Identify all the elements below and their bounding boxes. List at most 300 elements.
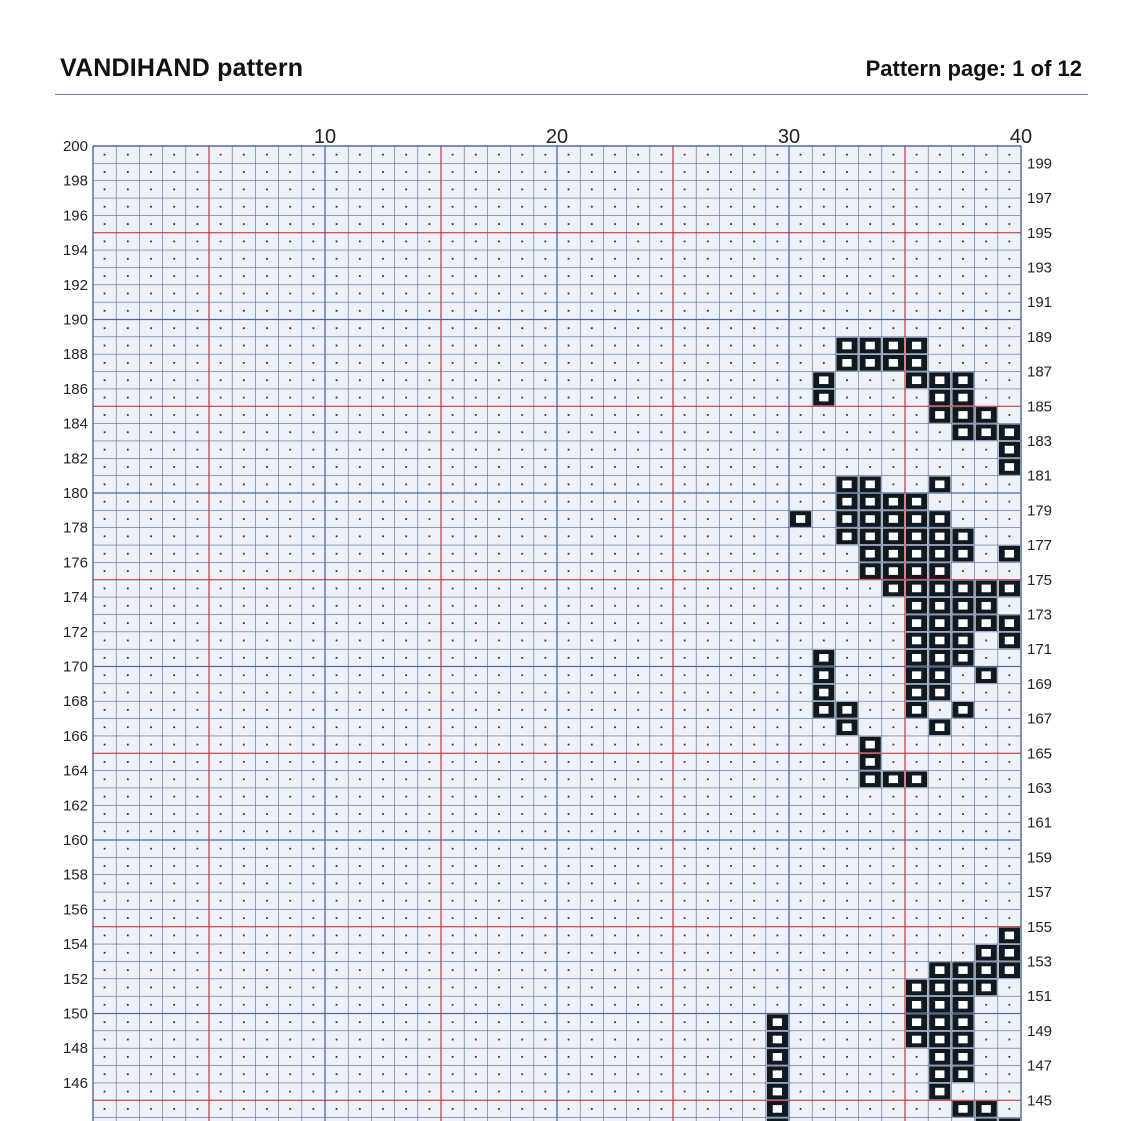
stitch-center [935, 550, 944, 558]
cell-dot [985, 449, 987, 451]
cell-dot [545, 449, 547, 451]
cell-dot [730, 397, 732, 399]
cell-dot [266, 709, 268, 711]
cell-dot [429, 483, 431, 485]
cell-dot [429, 882, 431, 884]
cell-dot [498, 674, 500, 676]
cell-dot [661, 848, 663, 850]
cell-dot [684, 206, 686, 208]
cell-dot [104, 1004, 106, 1006]
cell-dot [753, 154, 755, 156]
cell-dot [289, 241, 291, 243]
row-label-right: 183 [1027, 432, 1053, 450]
cell-dot [266, 761, 268, 763]
cell-dot [173, 692, 175, 694]
cell-dot [1009, 362, 1011, 364]
cell-dot [568, 293, 570, 295]
cell-dot [336, 900, 338, 902]
stitch-center [1005, 463, 1014, 471]
cell-dot [707, 154, 709, 156]
cell-dot [753, 310, 755, 312]
stitch-center [889, 533, 898, 541]
stitch-center [912, 515, 921, 523]
cell-dot [568, 709, 570, 711]
cell-dot [545, 154, 547, 156]
cell-dot [568, 1021, 570, 1023]
cell-dot [266, 640, 268, 642]
cell-dot [197, 917, 199, 919]
cell-dot [173, 588, 175, 590]
cell-dot [568, 535, 570, 537]
stitch-center [1005, 446, 1014, 454]
cell-dot [800, 1091, 802, 1093]
cell-dot [591, 188, 593, 190]
stitch-mark [860, 529, 881, 545]
cell-dot [568, 414, 570, 416]
cell-dot [661, 952, 663, 954]
cell-dot [893, 223, 895, 225]
cell-dot [684, 570, 686, 572]
cell-dot [359, 1004, 361, 1006]
cell-dot [916, 900, 918, 902]
cell-dot [382, 483, 384, 485]
cell-dot [614, 171, 616, 173]
cell-dot [266, 223, 268, 225]
cell-dot [498, 483, 500, 485]
stitch-mark [883, 546, 904, 562]
cell-dot [521, 449, 523, 451]
cell-dot [637, 345, 639, 347]
cell-dot [637, 223, 639, 225]
cell-dot [568, 935, 570, 937]
cell-dot [962, 223, 964, 225]
cell-dot [429, 917, 431, 919]
cell-dot [591, 241, 593, 243]
cell-dot [823, 223, 825, 225]
cell-dot [661, 570, 663, 572]
cell-dot [243, 345, 245, 347]
stitch-mark [929, 650, 950, 666]
cell-dot [475, 987, 477, 989]
cell-dot [753, 830, 755, 832]
cell-dot [730, 1021, 732, 1023]
cell-dot [382, 1108, 384, 1110]
cell-dot [985, 917, 987, 919]
cell-dot [707, 1039, 709, 1041]
cell-dot [962, 345, 964, 347]
stitch-mark [929, 633, 950, 649]
cell-dot [684, 293, 686, 295]
cell-dot [985, 709, 987, 711]
cell-dot [313, 1073, 315, 1075]
cell-dot [127, 1021, 129, 1023]
cell-dot [869, 813, 871, 815]
cell-dot [846, 744, 848, 746]
cell-dot [753, 987, 755, 989]
stitch-center [935, 966, 944, 974]
cell-dot [127, 605, 129, 607]
cell-dot [313, 1056, 315, 1058]
cell-dot [730, 709, 732, 711]
cell-dot [568, 1056, 570, 1058]
cell-dot [800, 761, 802, 763]
cell-dot [173, 1073, 175, 1075]
cell-dot [545, 570, 547, 572]
cell-dot [313, 813, 315, 815]
cell-dot [637, 917, 639, 919]
stitch-mark [952, 1032, 973, 1048]
cell-dot [823, 414, 825, 416]
cell-dot [777, 622, 779, 624]
stitch-mark [883, 494, 904, 510]
row-label-left: 178 [62, 519, 88, 537]
cell-dot [707, 483, 709, 485]
cell-dot [405, 1056, 407, 1058]
cell-dot [475, 692, 477, 694]
cell-dot [405, 778, 407, 780]
cell-dot [800, 206, 802, 208]
cell-dot [661, 969, 663, 971]
cell-dot [614, 362, 616, 364]
cell-dot [289, 1004, 291, 1006]
cell-dot [382, 1039, 384, 1041]
cell-dot [405, 397, 407, 399]
cell-dot [800, 865, 802, 867]
cell-dot [498, 622, 500, 624]
cell-dot [730, 223, 732, 225]
cell-dot [753, 969, 755, 971]
cell-dot [197, 206, 199, 208]
cell-dot [730, 466, 732, 468]
cell-dot [429, 796, 431, 798]
cell-dot [336, 761, 338, 763]
cell-dot [452, 709, 454, 711]
cell-dot [243, 848, 245, 850]
cell-dot [382, 241, 384, 243]
cell-dot [846, 952, 848, 954]
cell-dot [869, 206, 871, 208]
cell-dot [1009, 726, 1011, 728]
cell-dot [429, 692, 431, 694]
cell-dot [753, 1091, 755, 1093]
cell-dot [173, 327, 175, 329]
cell-dot [336, 397, 338, 399]
cell-dot [614, 431, 616, 433]
cell-dot [591, 969, 593, 971]
cell-dot [382, 640, 384, 642]
cell-dot [800, 917, 802, 919]
cell-dot [521, 345, 523, 347]
cell-dot [730, 362, 732, 364]
cell-dot [475, 761, 477, 763]
cell-dot [313, 830, 315, 832]
cell-dot [614, 397, 616, 399]
stitch-center [982, 411, 991, 419]
cell-dot [127, 900, 129, 902]
cell-dot [777, 848, 779, 850]
cell-dot [637, 275, 639, 277]
cell-dot [243, 171, 245, 173]
cell-dot [197, 813, 199, 815]
stitch-center [935, 481, 944, 489]
stitch-mark [836, 494, 857, 510]
cell-dot [753, 935, 755, 937]
cell-dot [266, 414, 268, 416]
cell-dot [545, 553, 547, 555]
cell-dot [150, 796, 152, 798]
cell-dot [266, 778, 268, 780]
cell-dot [127, 345, 129, 347]
cell-dot [939, 171, 941, 173]
cell-dot [243, 397, 245, 399]
cell-dot [777, 674, 779, 676]
stitch-center [1005, 428, 1014, 436]
cell-dot [985, 1039, 987, 1041]
cell-dot [498, 640, 500, 642]
cell-dot [661, 206, 663, 208]
cell-dot [661, 865, 663, 867]
cell-dot [614, 327, 616, 329]
cell-dot [289, 1039, 291, 1041]
cell-dot [336, 830, 338, 832]
cell-dot [359, 397, 361, 399]
cell-dot [359, 848, 361, 850]
cell-dot [336, 1039, 338, 1041]
cell-dot [289, 796, 291, 798]
cell-dot [429, 518, 431, 520]
row-label-right: 193 [1027, 259, 1053, 277]
cell-dot [893, 310, 895, 312]
cell-dot [336, 379, 338, 381]
cell-dot [498, 830, 500, 832]
cell-dot [127, 275, 129, 277]
cell-dot [243, 796, 245, 798]
cell-dot [823, 293, 825, 295]
cell-dot [869, 431, 871, 433]
cell-dot [104, 223, 106, 225]
cell-dot [382, 969, 384, 971]
cell-dot [869, 622, 871, 624]
cell-dot [568, 466, 570, 468]
cell-dot [498, 293, 500, 295]
cell-dot [985, 657, 987, 659]
cell-dot [962, 241, 964, 243]
cell-dot [800, 1056, 802, 1058]
cell-dot [985, 865, 987, 867]
cell-dot [800, 640, 802, 642]
cell-dot [289, 692, 291, 694]
cell-dot [869, 969, 871, 971]
cell-dot [289, 848, 291, 850]
stitch-center [935, 723, 944, 731]
cell-dot [614, 882, 616, 884]
cell-dot [893, 761, 895, 763]
cell-dot [405, 952, 407, 954]
cell-dot [289, 397, 291, 399]
cell-dot [614, 553, 616, 555]
cell-dot [800, 1108, 802, 1110]
cell-dot [730, 535, 732, 537]
cell-dot [289, 761, 291, 763]
cell-dot [197, 241, 199, 243]
cell-dot [197, 848, 199, 850]
cell-dot [220, 657, 222, 659]
cell-dot [127, 553, 129, 555]
cell-dot [846, 206, 848, 208]
row-label-right: 157 [1027, 884, 1053, 902]
stitch-center [773, 1018, 782, 1026]
stitch-mark [906, 1014, 927, 1030]
cell-dot [846, 1056, 848, 1058]
cell-dot [846, 1021, 848, 1023]
cell-dot [266, 1108, 268, 1110]
cell-dot [637, 483, 639, 485]
stitch-mark [999, 442, 1020, 458]
cell-dot [684, 466, 686, 468]
cell-dot [753, 223, 755, 225]
cell-dot [730, 969, 732, 971]
cell-dot [521, 414, 523, 416]
cell-dot [104, 431, 106, 433]
cell-dot [243, 882, 245, 884]
cell-dot [962, 310, 964, 312]
cell-dot [197, 709, 199, 711]
cell-dot [707, 726, 709, 728]
cell-dot [684, 362, 686, 364]
cell-dot [916, 726, 918, 728]
row-label-left: 194 [62, 242, 88, 260]
stitch-center [889, 498, 898, 506]
stitch-center [912, 1018, 921, 1026]
stitch-center [935, 1053, 944, 1061]
cell-dot [893, 969, 895, 971]
cell-dot [150, 171, 152, 173]
cell-dot [661, 726, 663, 728]
cell-dot [823, 1056, 825, 1058]
cell-dot [730, 1108, 732, 1110]
cell-dot [823, 761, 825, 763]
cell-dot [150, 483, 152, 485]
cell-dot [916, 206, 918, 208]
cell-dot [452, 414, 454, 416]
cell-dot [800, 171, 802, 173]
cell-dot [939, 865, 941, 867]
cell-dot [637, 449, 639, 451]
cell-dot [498, 241, 500, 243]
cell-dot [104, 553, 106, 555]
cell-dot [313, 622, 315, 624]
cell-dot [289, 293, 291, 295]
cell-dot [893, 796, 895, 798]
cell-dot [405, 935, 407, 937]
cell-dot [498, 761, 500, 763]
cell-dot [429, 345, 431, 347]
cell-dot [730, 570, 732, 572]
cell-dot [893, 952, 895, 954]
cell-dot [916, 188, 918, 190]
row-label-left: 158 [62, 866, 88, 884]
cell-dot [684, 223, 686, 225]
stitch-center [935, 619, 944, 627]
cell-dot [591, 848, 593, 850]
cell-dot [197, 258, 199, 260]
cell-dot [127, 588, 129, 590]
cell-dot [150, 778, 152, 780]
cell-dot [452, 674, 454, 676]
cell-dot [823, 466, 825, 468]
cell-dot [382, 275, 384, 277]
cell-dot [707, 188, 709, 190]
cell-dot [475, 188, 477, 190]
stitch-center [958, 1018, 967, 1026]
stitch-center [912, 775, 921, 783]
stitch-center [912, 567, 921, 575]
cell-dot [730, 882, 732, 884]
cell-dot [498, 501, 500, 503]
row-label-left: 146 [62, 1074, 88, 1092]
cell-dot [684, 1073, 686, 1075]
cell-dot [289, 310, 291, 312]
cell-dot [452, 830, 454, 832]
cell-dot [359, 657, 361, 659]
cell-dot [336, 345, 338, 347]
cell-dot [846, 223, 848, 225]
cell-dot [197, 1056, 199, 1058]
cell-dot [220, 1073, 222, 1075]
cell-dot [359, 865, 361, 867]
cell-dot [475, 327, 477, 329]
cell-dot [429, 414, 431, 416]
cell-dot [916, 483, 918, 485]
stitch-center [819, 654, 828, 662]
cell-dot [173, 379, 175, 381]
cell-dot [313, 657, 315, 659]
cell-dot [1009, 241, 1011, 243]
cell-dot [893, 813, 895, 815]
cell-dot [893, 466, 895, 468]
cell-dot [313, 640, 315, 642]
stitch-mark [976, 1101, 997, 1117]
cell-dot [916, 813, 918, 815]
cell-dot [777, 171, 779, 173]
stitch-center [912, 602, 921, 610]
cell-dot [104, 1056, 106, 1058]
cell-dot [173, 449, 175, 451]
cell-dot [684, 414, 686, 416]
cell-dot [521, 483, 523, 485]
cell-dot [777, 310, 779, 312]
cell-dot [197, 483, 199, 485]
cell-dot [939, 345, 941, 347]
cell-dot [823, 796, 825, 798]
cell-dot [939, 900, 941, 902]
cell-dot [637, 293, 639, 295]
cell-dot [661, 171, 663, 173]
cell-dot [429, 293, 431, 295]
cell-dot [313, 223, 315, 225]
cell-dot [1009, 518, 1011, 520]
cell-dot [637, 241, 639, 243]
cell-dot [475, 1004, 477, 1006]
cell-dot [405, 622, 407, 624]
cell-dot [336, 154, 338, 156]
cell-dot [684, 397, 686, 399]
stitch-center [958, 411, 967, 419]
stitch-mark [929, 719, 950, 735]
cell-dot [243, 674, 245, 676]
cell-dot [429, 1056, 431, 1058]
row-label-right: 149 [1027, 1022, 1053, 1040]
